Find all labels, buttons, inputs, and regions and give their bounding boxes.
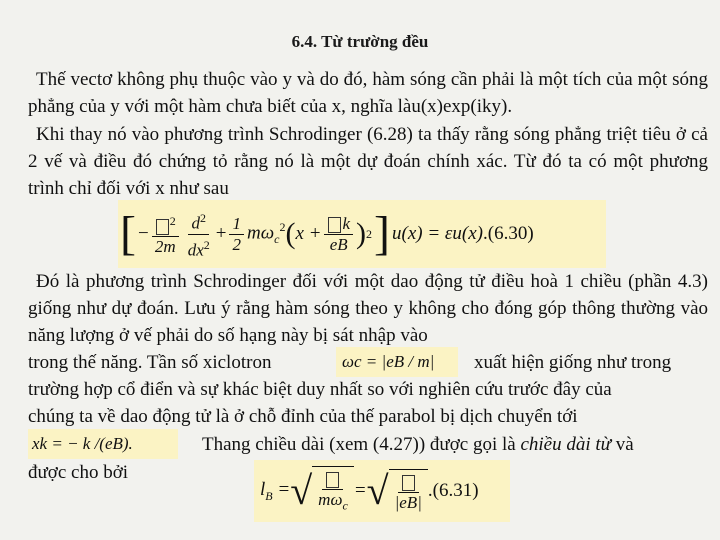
- paragraph-3-text: Đó là phương trình Schrodinger đối với một dao động tử điều hoà 1 chiều (phần 4.3) giống như dự đoán. Lưu ý rằng hàm sóng theo y không cho đóng góp thông thường vào năng lượng ở vế phải do số hạng này bị sát nhập vào: [28, 271, 708, 346]
- paragraph-4-line-3: chúng ta về dao động tử là ở chỗ đỉnh của thế parabol bị dịch chuyển tới: [28, 406, 578, 427]
- paragraph-4-line-2: trường hợp cổ điển và sự khác biệt duy nhất so với nghiên cứu trước đây của: [28, 379, 612, 400]
- paragraph-4-line-1b: xuất hiện giống như trong: [474, 352, 672, 373]
- xk-text: xk = − k /(eB).: [32, 434, 133, 453]
- paragraph-1-text: Thế vectơ không phụ thuộc vào y và do đó, hàm sóng cần phải là một tích của một sóng phẳng của y với một hàm chưa biết của x, nghĩa làu(x)exp(iky).: [28, 69, 708, 117]
- equation-6-31: $l_B$ = √ $m\omega_c$ = √ |eB| .(6.31): [254, 460, 510, 522]
- paragraph-4-line-5: được cho bởi: [28, 462, 129, 483]
- omega-c-formula: [336, 347, 458, 377]
- paragraph-4-line-4: Thang chiều dài (xem (4.27)) được gọi là chiều dài từ và: [202, 434, 634, 455]
- omega-c-text: ωc = |eB / m|: [342, 352, 435, 371]
- paragraph-1: [28, 66, 708, 120]
- section-title: 6.4. Từ trường đều: [291, 32, 429, 51]
- paragraph-3: [28, 268, 708, 349]
- magnetic-length-term: chiều dài từ: [520, 434, 612, 455]
- equation-6-30-label: .(6.30): [483, 223, 534, 244]
- paragraph-2-text: Khi thay nó vào phương trình Schrodinger (6.28) ta thấy rằng sóng phẳng triệt tiêu ở cả 2 vế và điều đó chứng tỏ rằng nó là một dự đoán chính xác. Từ đó ta có một phương trình chỉ đối với x như sau: [28, 124, 708, 199]
- xk-formula: [28, 429, 178, 459]
- equation-6-30: [ − $\frac{^2}{2m}$ $\frac{d^2}{dx^2}$ + $\frac{1}{2}$ $m\omega_c^2$ ( x + $\frac{k}{eB}$ ) 2 ] u(x) = εu(x) .(6.30): [118, 200, 606, 268]
- paragraph-2: [28, 121, 708, 202]
- paragraph-4-line-1a: trong thế năng. Tần số xiclotron: [28, 352, 272, 373]
- equation-6-31-label: .(6.31): [427, 480, 479, 501]
